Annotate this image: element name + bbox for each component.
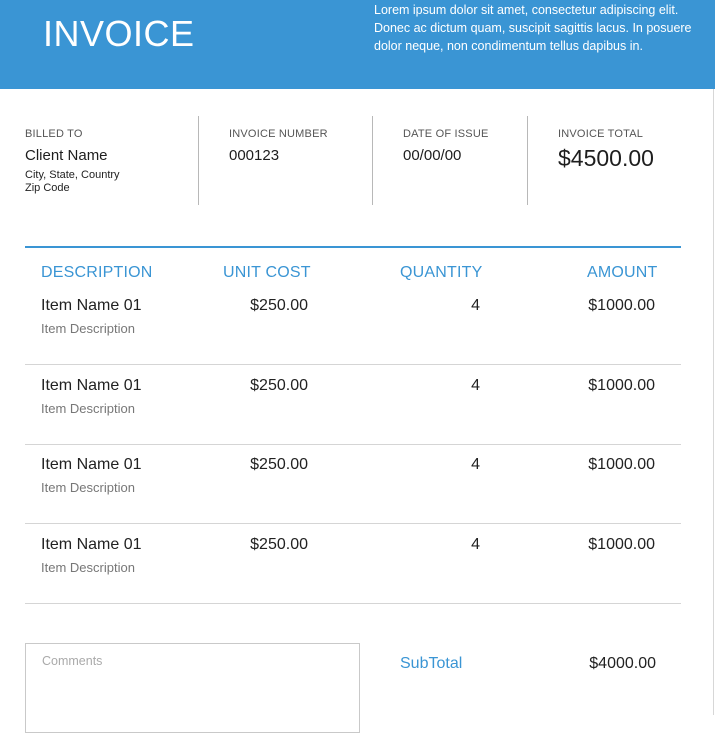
header-blurb: Lorem ipsum dolor sit amet, consectetur adipiscing elit. Donec ac dictum quam, suscipit sagittis lacus. In posuere dolor neque, non condimentum tellus dapibus in. — [374, 3, 692, 53]
billed-to-label: BILLED TO — [25, 128, 83, 140]
client-address-line1: City, State, Country — [25, 169, 120, 181]
column-header-quantity: QUANTITY — [400, 264, 483, 281]
column-header-unit-cost: UNIT COST — [223, 264, 311, 281]
billed-to-block — [25, 116, 195, 206]
invoice-total-block — [558, 116, 698, 206]
meta-divider — [372, 116, 373, 205]
item-name: Item Name 01 — [41, 297, 142, 314]
subtotal-value: $4000.00 — [589, 655, 656, 672]
table-row — [25, 524, 681, 604]
invoice-header — [0, 0, 715, 89]
item-description: Item Description — [41, 560, 135, 575]
invoice-title: INVOICE — [43, 13, 195, 54]
date-of-issue-block — [403, 116, 523, 206]
item-amount: $1000.00 — [588, 536, 655, 553]
item-name: Item Name 01 — [41, 377, 142, 394]
meta-divider — [527, 116, 528, 205]
item-description: Item Description — [41, 480, 135, 495]
item-amount: $1000.00 — [588, 456, 655, 473]
item-description: Item Description — [41, 321, 135, 336]
date-of-issue-label: DATE OF ISSUE — [403, 128, 489, 140]
item-name: Item Name 01 — [41, 456, 142, 473]
meta-divider — [198, 116, 199, 205]
item-unit-cost: $250.00 — [250, 536, 308, 553]
item-quantity: 4 — [471, 297, 480, 314]
comments-placeholder: Comments — [42, 654, 103, 668]
item-description: Item Description — [41, 401, 135, 416]
client-name: Client Name — [25, 147, 108, 164]
invoice-number-block — [229, 116, 369, 206]
table-row — [25, 444, 681, 524]
row-divider — [25, 603, 681, 604]
table-row — [25, 285, 681, 365]
item-name: Item Name 01 — [41, 536, 142, 553]
item-unit-cost: $250.00 — [250, 377, 308, 394]
table-row — [25, 365, 681, 445]
item-quantity: 4 — [471, 377, 480, 394]
item-unit-cost: $250.00 — [250, 297, 308, 314]
invoice-number-value: 000123 — [229, 147, 280, 164]
page-edge-divider — [713, 89, 714, 715]
invoice-total-value: $4500.00 — [558, 145, 654, 171]
invoice-number-label: INVOICE NUMBER — [229, 128, 328, 140]
client-address-line2: Zip Code — [25, 182, 70, 194]
table-top-rule — [25, 246, 681, 248]
column-header-description: DESCRIPTION — [41, 264, 153, 281]
comments-box[interactable] — [25, 643, 360, 733]
item-amount: $1000.00 — [588, 297, 655, 314]
item-unit-cost: $250.00 — [250, 456, 308, 473]
item-quantity: 4 — [471, 536, 480, 553]
date-of-issue-value: 00/00/00 — [403, 147, 462, 164]
item-amount: $1000.00 — [588, 377, 655, 394]
subtotal-label: SubTotal — [400, 655, 463, 672]
column-header-amount: AMOUNT — [587, 264, 658, 281]
item-quantity: 4 — [471, 456, 480, 473]
invoice-total-label: INVOICE TOTAL — [558, 128, 644, 140]
